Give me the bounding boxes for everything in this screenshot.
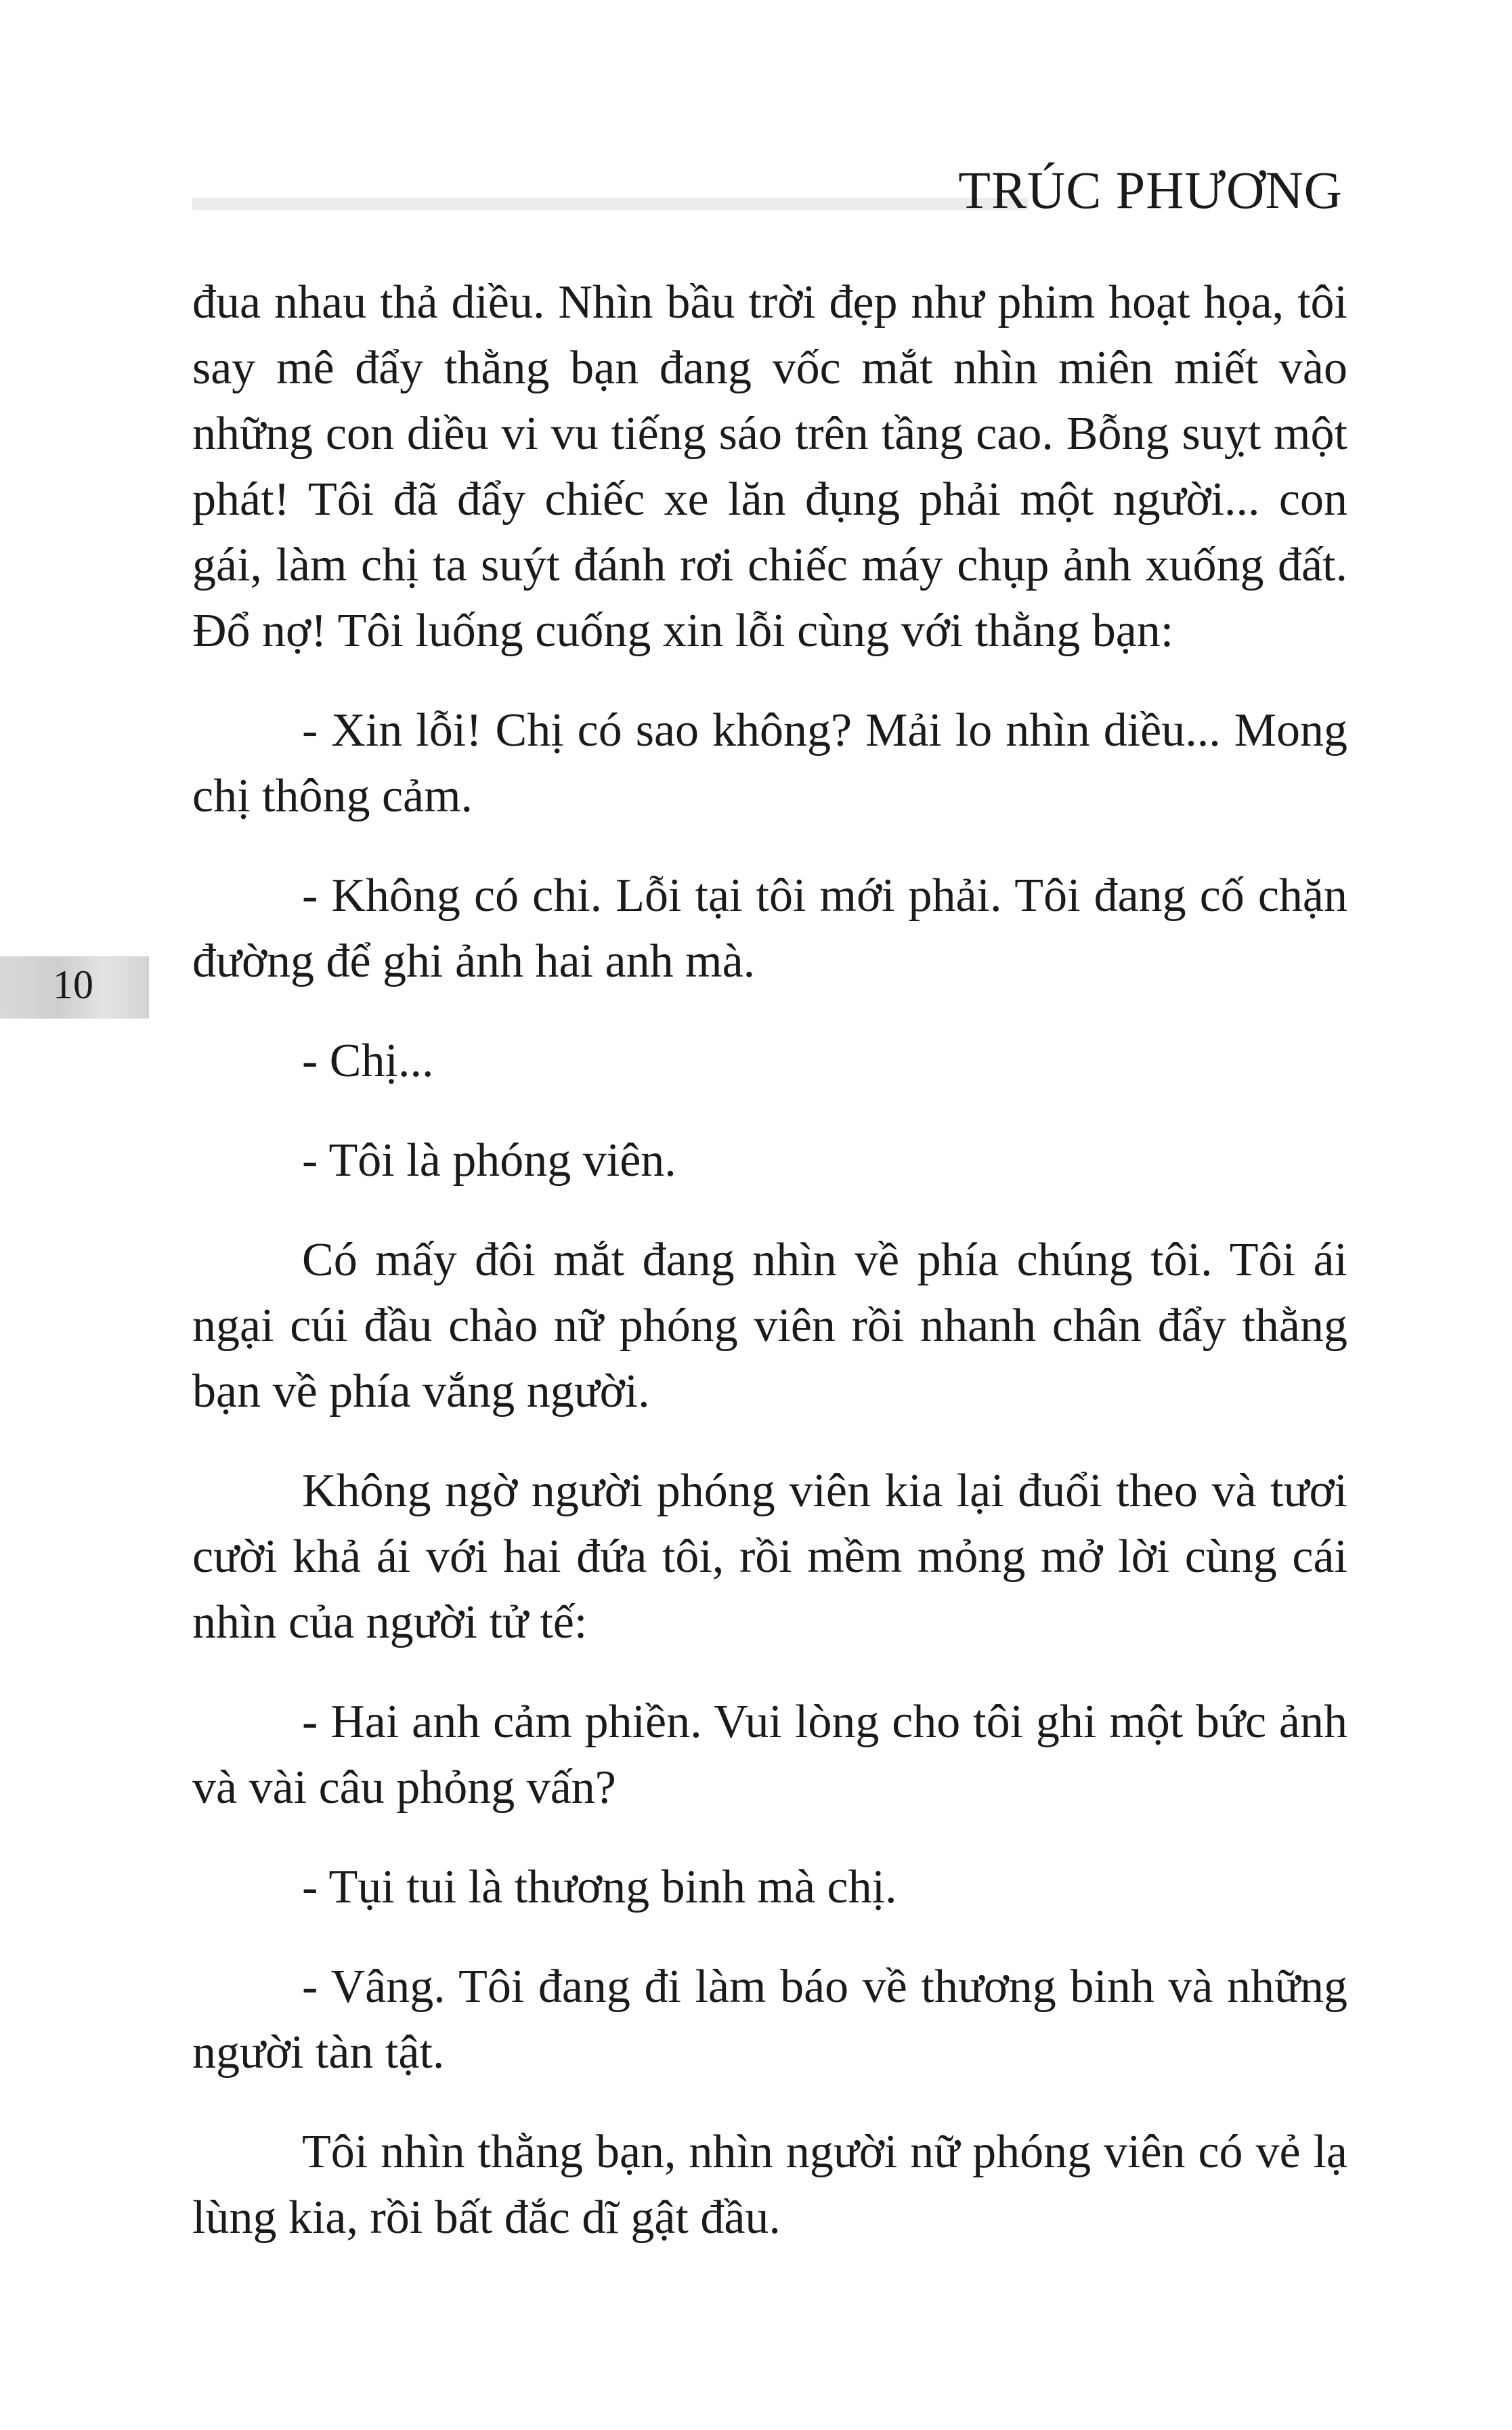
paragraph: - Chị...	[302, 1035, 434, 1087]
paragraph: - Tụi tui là thương binh mà chị.	[302, 1861, 897, 1913]
paragraph: - Tôi là phóng viên.	[302, 1134, 676, 1187]
paragraph: Tôi nhìn thằng bạn, nhìn người nữ phóng viên có vẻ lạ lùng kia, rồi bất đắc dĩ gật đầu.	[192, 2126, 1347, 2244]
paragraph: - Không có chi. Lỗi tại tôi mới phải. Tôi đang cố chặn đường để ghi ảnh hai anh mà.	[192, 870, 1347, 987]
paragraph: - Xin lỗi! Chị có sao không? Mải lo nhìn diều... Mong chị thông cảm.	[192, 704, 1347, 822]
paragraph: - Vâng. Tôi đang đi làm báo về thương binh và những người tàn tật.	[192, 1961, 1347, 2079]
paragraph: - Hai anh cảm phiền. Vui lòng cho tôi ghi một bức ảnh và vài câu phỏng vấn?	[192, 1696, 1347, 1814]
paragraph: Không ngờ người phóng viên kia lại đuổi theo và tươi cười khả ái với hai đứa tôi, rồi mềm mỏng mở lời cùng cái nhìn của người tử tế:	[192, 1465, 1347, 1648]
header-rule	[192, 198, 1029, 210]
running-header-title: TRÚC PHƯƠNG	[958, 161, 1343, 219]
paragraph: đua nhau thả diều. Nhìn bầu trời đẹp như phim hoạt họa, tôi say mê đẩy thằng bạn đang vốc mắt nhìn miên miết vào những con diều vi vu tiếng sáo trên tầng cao. Bỗng suỵt một phát! Tôi đã đẩy chiếc xe lăn đụng phải một người... con gái, làm chị ta suýt đánh rơi chiếc máy chụp ảnh xuống đất. Đổ nợ! Tôi luống cuống xin lỗi cùng với thằng bạn:	[192, 276, 1347, 657]
page-number: 10	[53, 962, 93, 1007]
paragraph: Có mấy đôi mắt đang nhìn về phía chúng tôi. Tôi ái ngại cúi đầu chào nữ phóng viên rồi nhanh chân đẩy thằng bạn về phía vắng người.	[192, 1234, 1347, 1418]
body-text	[192, 270, 1347, 2284]
